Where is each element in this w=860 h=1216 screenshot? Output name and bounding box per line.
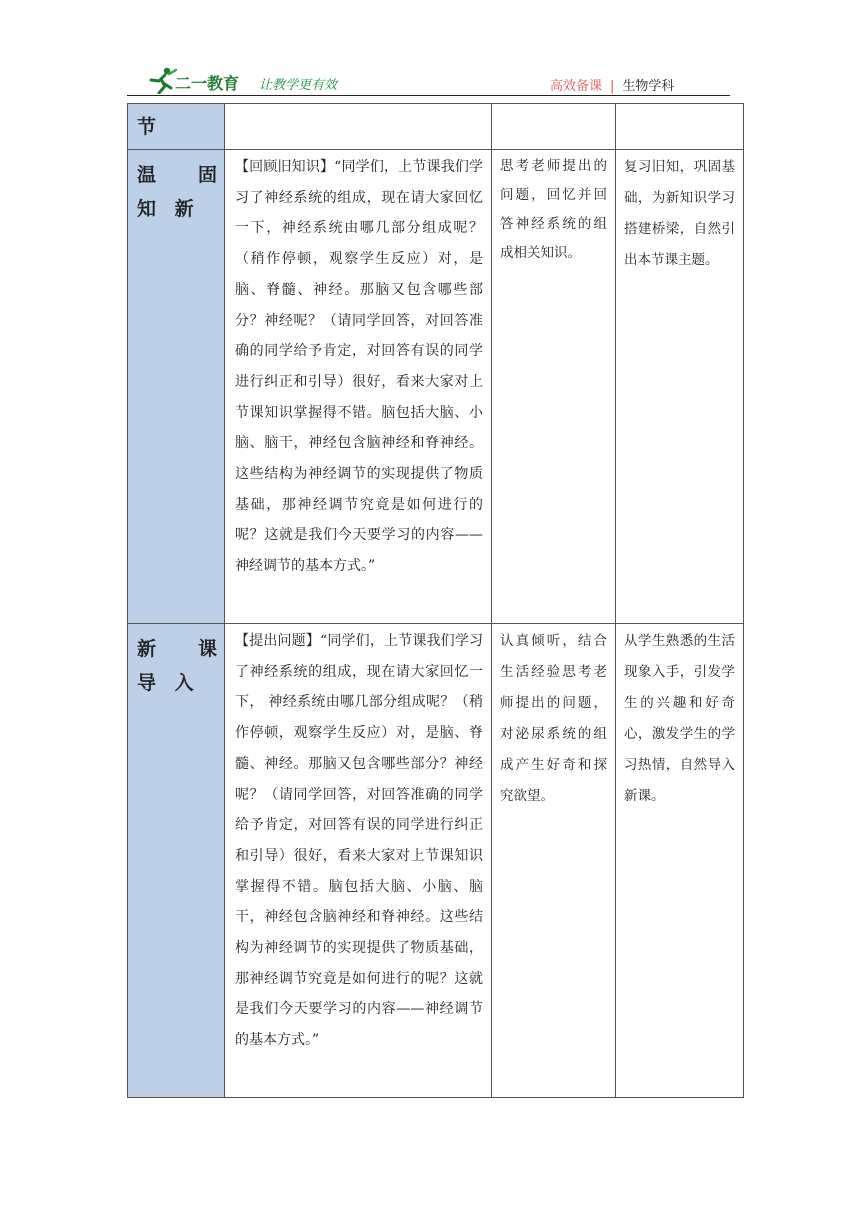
design-intent-cell [616,624,744,1098]
table-row [128,150,744,624]
student-activity-text: 认真倾听，结合生活经验思考老师提出的问题，对泌尿系统的组成产生好奇和探究欲望。 [500,633,607,804]
header-rule [127,95,730,96]
student-activity-cell [492,624,616,1098]
brand-logo [145,68,255,94]
stage-cell [128,624,225,1098]
design-intent-cell [616,104,744,150]
efficient-label: 高效备课 [550,79,603,94]
student-activity-cell [492,104,616,150]
logo-text: 二一教育 [175,74,240,93]
design-intent-cell [616,150,744,624]
header-separator: | [610,79,615,94]
table-row [128,624,744,1098]
activity-body: “同学们，上节课我们学习了神经系统的组成，现在请大家回忆一下， 神经系统由哪几部分组成呢？（稍作停顿，观察学生反应）对，是脑、脊髓、神经。那脑又包含哪些部分？神经呢？（请同学回答，对回答准确的同学给予肯定，对回答有误的同学进行纠正和引导）很好，看来大家对上节课知识掌握得不错。脑包括大脑、小脑、脑干，神经包含脑神经和脊神经。这些结构为神经调节的实现提供了物质基础，那神经调节究竟是如何进行的呢？这就是我们今天要学习的内容——神经调节的基本方式。” [235,633,483,1049]
design-intent-text: 复习旧知，巩固基础，为新知识学习搭建桥梁，自然引出本节课主题。 [624,159,735,268]
teacher-activity-cell [225,624,492,1098]
student-activity-text: 思考老师提出的问题，回忆并回答神经系统的组成相关知识。 [500,158,607,261]
header-subject [550,75,674,94]
student-activity-cell [492,150,616,624]
teacher-activity-text [225,150,491,582]
stage-label: 新 课 导 入 [137,638,217,694]
table-row [128,104,744,150]
stage-cell [128,104,225,150]
stage-label: 节 [137,116,157,138]
teacher-activity-text [225,104,491,106]
activity-tag: 【回顾旧知识】 [235,159,335,175]
activity-tag: 【提出问题】 [235,633,320,649]
subject-label: 生物学科 [622,79,675,94]
teacher-activity-cell [225,104,492,150]
page-header [127,66,743,96]
design-intent-text [616,104,743,106]
header-slogan: 让教学更有效 [259,78,338,93]
stage-label: 温 固 知 新 [137,164,217,220]
teacher-activity-text [225,624,491,1056]
runner-icon [145,66,179,94]
lesson-plan-table [127,103,744,1098]
student-activity-text [492,104,615,106]
stage-cell [128,150,225,624]
design-intent-text: 从学生熟悉的生活现象入手，引发学生的兴趣和好奇心，激发学生的学习热情，自然导入新课。 [624,633,735,804]
activity-body: “同学们，上节课我们学习了神经系统的组成，现在请大家回忆一下，神经系统由哪几部分组成呢？（稍作停顿，观察学生反应）对，是脑、脊髓、神经。那脑又包含哪些部分？神经呢？（请同学回答，对回答准确的同学给予肯定，对回答有误的同学进行纠正和引导）很好，看来大家对上节课知识掌握得不错。脑包括大脑、小脑、脑干，神经包含脑神经和脊神经。这些结构为神经调节的实现提供了物质基础，那神经调节究竟是如何进行的呢？这就是我们今天要学习的内容——神经调节的基本方式。” [235,159,483,575]
teacher-activity-cell [225,150,492,624]
